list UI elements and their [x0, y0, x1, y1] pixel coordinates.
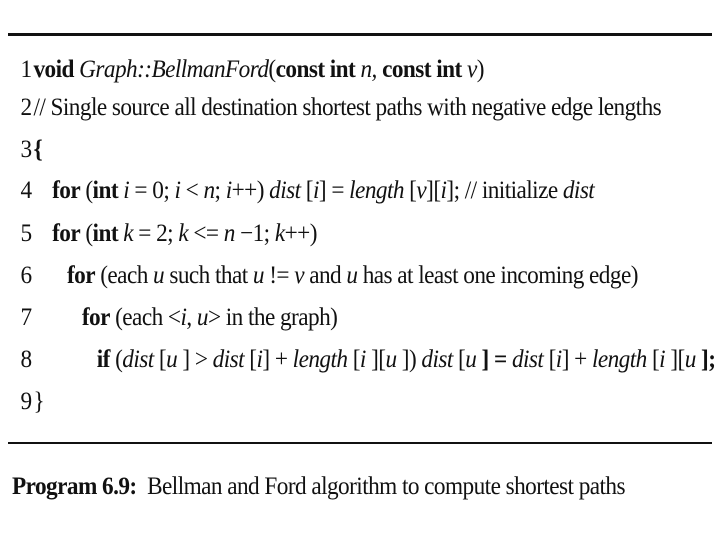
line-text: for (each <i, u> in the graph): [81, 304, 338, 331]
top-rule: [8, 33, 712, 36]
caption-text: Bellman and Ford algorithm to compute shortest paths: [136, 473, 626, 500]
line-text: }: [33, 388, 45, 415]
line-number: 5: [20, 220, 32, 247]
caption-rule: [8, 442, 712, 444]
line-number: 9: [20, 388, 32, 415]
line-number: 3: [20, 136, 32, 163]
figure-caption: [12, 473, 625, 501]
line-number: 4: [20, 177, 32, 204]
line-number: 2: [20, 94, 32, 121]
line-text: for (int k = 2; k <= n −1; k++): [52, 220, 317, 247]
line-number: 1: [20, 56, 32, 83]
line-text: for (each u such that u != v and u has at least one incoming edge): [66, 262, 638, 289]
line-text: void Graph::BellmanFord(const int n, const int v): [33, 56, 484, 83]
line-text: {: [33, 136, 43, 163]
caption-label: Program 6.9:: [12, 473, 137, 500]
line-number: 8: [20, 346, 32, 373]
line-text: for (int i = 0; i < n; i++) dist [i] = length [v][i]; // initialize dist: [52, 177, 595, 204]
line-number: 6: [20, 262, 32, 289]
line-number: 7: [20, 304, 32, 331]
line-text: if (dist [u ] > dist [i] + length [i ][u ]) dist [u ] = dist [i] + length [i ][u ];: [96, 346, 716, 373]
line-text: // Single source all destination shortest paths with negative edge lengths: [33, 94, 662, 121]
